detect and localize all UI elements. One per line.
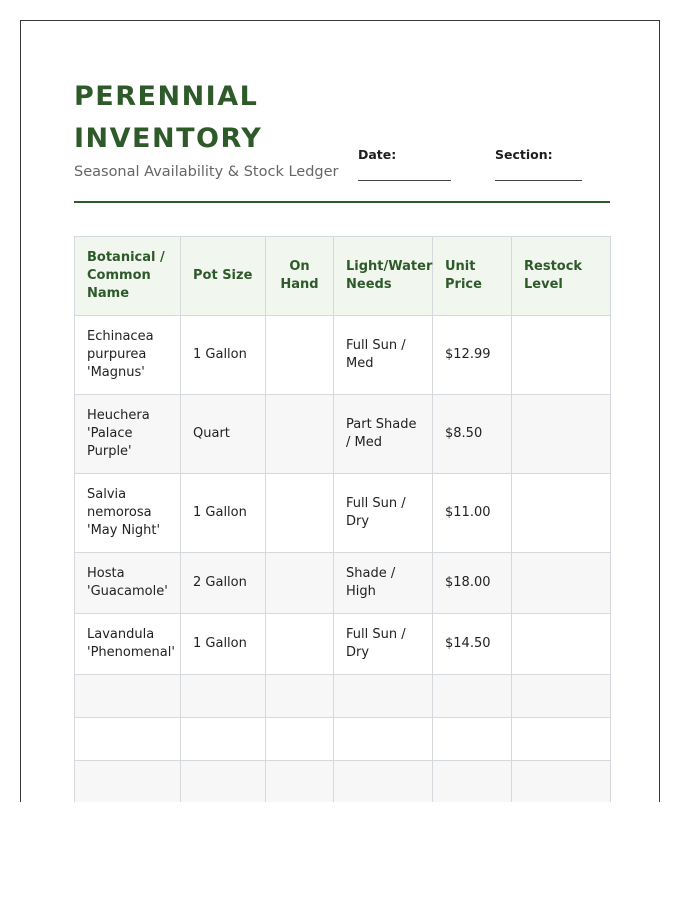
table-row [75, 553, 611, 614]
blank-cell[interactable] [334, 675, 433, 718]
blank-cell[interactable] [334, 761, 433, 803]
blank-cell[interactable] [181, 675, 266, 718]
light-water-cell: Shade / High [334, 553, 433, 614]
on-hand-cell[interactable] [266, 553, 334, 614]
blank-table-row [75, 675, 611, 718]
pot-size-cell: 1 Gallon [181, 474, 266, 553]
blank-cell[interactable] [334, 718, 433, 761]
on-hand-cell[interactable] [266, 395, 334, 474]
unit-price-cell: $8.50 [433, 395, 512, 474]
blank-cell[interactable] [75, 761, 181, 803]
column-header-restock-level: Restock Level [512, 237, 611, 316]
plant-name-cell: Echinacea purpurea 'Magnus' [75, 316, 181, 395]
pot-size-cell: 1 Gallon [181, 614, 266, 675]
column-header-on-hand: On Hand [266, 237, 334, 316]
restock-level-cell[interactable] [512, 395, 611, 474]
on-hand-cell[interactable] [266, 614, 334, 675]
blank-cell[interactable] [512, 761, 611, 803]
inventory-table [74, 236, 611, 802]
section-blank-line[interactable] [495, 180, 582, 181]
table-header-row [75, 237, 611, 316]
date-blank-line[interactable] [358, 180, 451, 181]
unit-price-cell: $11.00 [433, 474, 512, 553]
blank-cell[interactable] [75, 718, 181, 761]
restock-level-cell[interactable] [512, 614, 611, 675]
on-hand-cell[interactable] [266, 316, 334, 395]
page-title: PERENNIAL INVENTORY [74, 81, 263, 154]
blank-cell[interactable] [266, 675, 334, 718]
unit-price-cell: $14.50 [433, 614, 512, 675]
column-header-light-water: Light/Water Needs [334, 237, 433, 316]
page-subtitle: Seasonal Availability & Stock Ledger [74, 164, 339, 180]
blank-cell[interactable] [512, 675, 611, 718]
plant-name-cell: Hosta 'Guacamole' [75, 553, 181, 614]
table-row [75, 395, 611, 474]
blank-cell[interactable] [512, 718, 611, 761]
blank-cell[interactable] [181, 718, 266, 761]
blank-cell[interactable] [433, 761, 512, 803]
on-hand-cell[interactable] [266, 474, 334, 553]
table-row [75, 316, 611, 395]
plant-name-cell: Salvia nemorosa 'May Night' [75, 474, 181, 553]
date-field[interactable] [358, 147, 451, 181]
plant-name-cell: Heuchera 'Palace Purple' [75, 395, 181, 474]
blank-cell[interactable] [181, 761, 266, 803]
table-row [75, 474, 611, 553]
date-label: Date: [358, 147, 397, 162]
column-header-name: Botanical / Common Name [75, 237, 181, 316]
unit-price-cell: $12.99 [433, 316, 512, 395]
blank-cell[interactable] [75, 675, 181, 718]
light-water-cell: Full Sun / Dry [334, 614, 433, 675]
plant-name-cell: Lavandula 'Phenomenal' [75, 614, 181, 675]
light-water-cell: Part Shade / Med [334, 395, 433, 474]
unit-price-cell: $18.00 [433, 553, 512, 614]
header-divider [74, 201, 610, 203]
column-header-pot-size: Pot Size [181, 237, 266, 316]
pot-size-cell: 1 Gallon [181, 316, 266, 395]
blank-cell[interactable] [266, 718, 334, 761]
pot-size-cell: 2 Gallon [181, 553, 266, 614]
restock-level-cell[interactable] [512, 474, 611, 553]
pot-size-cell: Quart [181, 395, 266, 474]
light-water-cell: Full Sun / Med [334, 316, 433, 395]
blank-cell[interactable] [433, 718, 512, 761]
column-header-unit-price: Unit Price [433, 237, 512, 316]
section-label: Section: [495, 147, 553, 162]
inventory-sheet [20, 20, 660, 802]
section-field[interactable] [495, 147, 582, 181]
table-row [75, 614, 611, 675]
blank-cell[interactable] [433, 675, 512, 718]
restock-level-cell[interactable] [512, 316, 611, 395]
blank-table-row [75, 718, 611, 761]
blank-table-row [75, 761, 611, 803]
blank-cell[interactable] [266, 761, 334, 803]
light-water-cell: Full Sun / Dry [334, 474, 433, 553]
restock-level-cell[interactable] [512, 553, 611, 614]
